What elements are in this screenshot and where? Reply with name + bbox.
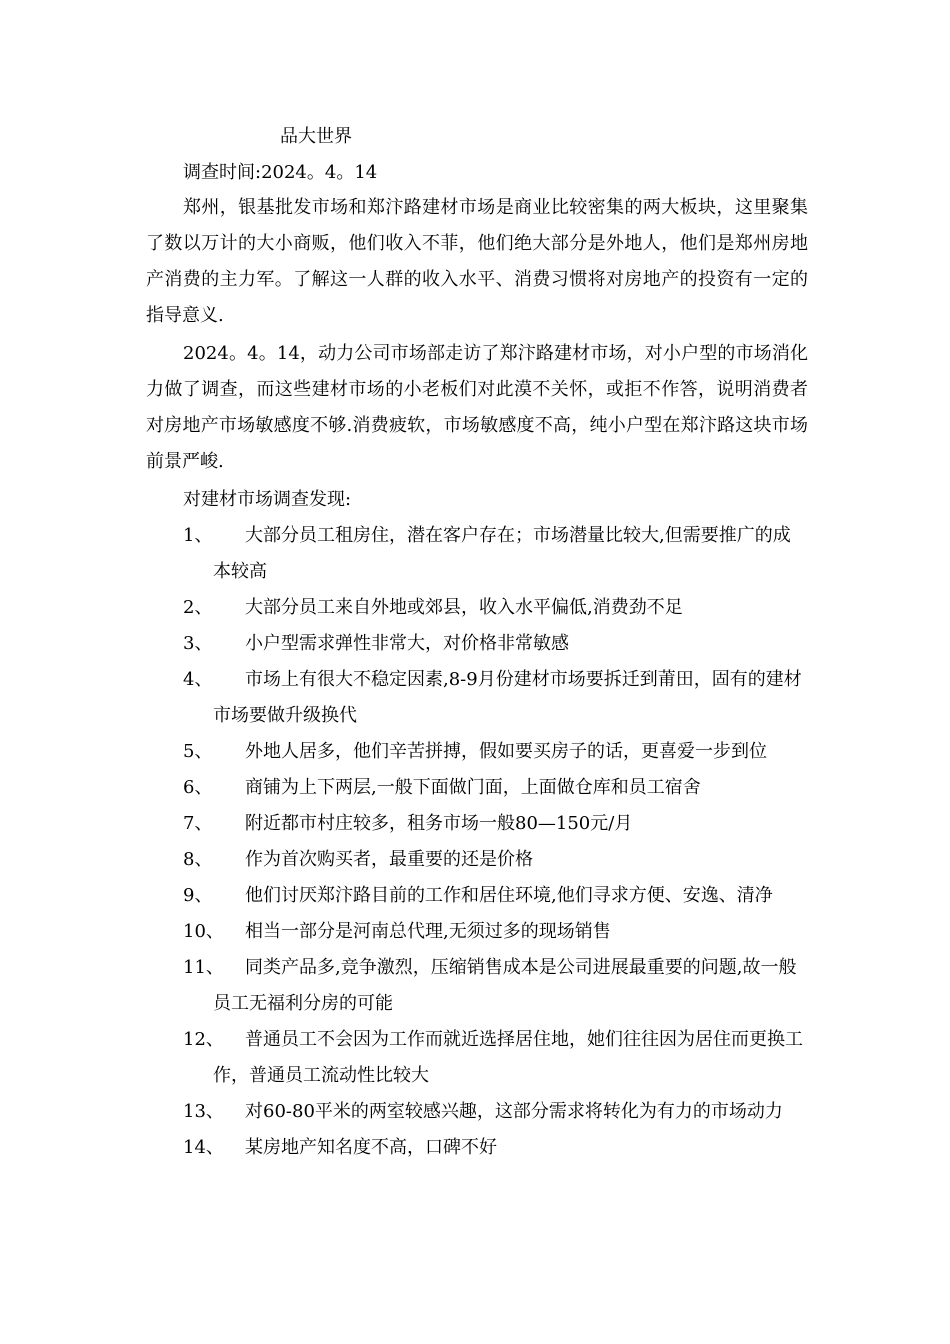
list-item-number: 12、 bbox=[183, 1029, 224, 1050]
list-item bbox=[183, 1094, 808, 1130]
list-item-text: 某房地产知名度不高，口碑不好 bbox=[245, 1137, 497, 1158]
list-item-number: 6、 bbox=[183, 777, 213, 798]
list-item-text: 大部分员工来自外地或郊县，收入水平偏低,消费劲不足 bbox=[245, 597, 683, 618]
list-item bbox=[183, 1130, 808, 1166]
list-item bbox=[183, 662, 808, 734]
list-item-text: 作为首次购买者，最重要的还是价格 bbox=[245, 849, 533, 870]
list-item-number: 11、 bbox=[183, 957, 224, 978]
list-item bbox=[183, 878, 808, 914]
list-item bbox=[183, 1022, 808, 1094]
list-item bbox=[183, 914, 808, 950]
list-item-number: 2、 bbox=[183, 597, 213, 618]
list-item-text: 小户型需求弹性非常大，对价格非常敏感 bbox=[245, 633, 569, 654]
list-item-number: 14、 bbox=[183, 1137, 224, 1158]
list-item bbox=[183, 770, 808, 806]
list-item-number: 10、 bbox=[183, 921, 224, 942]
list-item-text: 他们讨厌郑汴路目前的工作和居住环境,他们寻求方便、安逸、清净 bbox=[245, 885, 773, 906]
survey-date: 调查时间:2024。4。14 bbox=[183, 162, 378, 183]
list-item-number: 8、 bbox=[183, 849, 213, 870]
list-item-text: 商铺为上下两层,一般下面做门面，上面做仓库和员工宿舍 bbox=[245, 777, 701, 798]
list-item-number: 7、 bbox=[183, 813, 213, 834]
list-item-number: 1、 bbox=[183, 525, 213, 546]
list-item bbox=[183, 626, 808, 662]
document-title: 品大世界 bbox=[280, 126, 352, 147]
list-item-number: 3、 bbox=[183, 633, 213, 654]
list-item bbox=[183, 950, 808, 1022]
list-item-text: 普通员工不会因为工作而就近选择居住地，她们往往因为居住而更换工作，普通员工流动性比较大 bbox=[213, 1029, 803, 1086]
list-item bbox=[183, 734, 808, 770]
list-item-text: 外地人居多，他们辛苦拼搏，假如要买房子的话，更喜爱一步到位 bbox=[245, 741, 767, 762]
list-item-text: 对60-80平米的两室较感兴趣，这部分需求将转化为有力的市场动力 bbox=[245, 1101, 783, 1122]
list-item-text: 同类产品多,竞争激烈，压缩销售成本是公司进展最重要的问题,故一般员工无福利分房的可能 bbox=[213, 957, 797, 1014]
findings-list bbox=[183, 518, 808, 1166]
list-item-number: 13、 bbox=[183, 1101, 224, 1122]
list-item-text: 附近都市村庄较多，租务市场一般80—150元/月 bbox=[245, 813, 633, 834]
list-item bbox=[183, 518, 808, 590]
paragraph: 郑州，银基批发市场和郑汴路建材市场是商业比较密集的两大板块，这里聚集了数以万计的大小商贩，他们收入不菲，他们绝大部分是外地人，他们是郑州房地产消费的主力军。了解这一人群的收入水平、消费习惯将对房地产的投资有一定的指导意义. bbox=[146, 197, 808, 326]
list-item bbox=[183, 590, 808, 626]
list-item bbox=[183, 842, 808, 878]
list-item-text: 大部分员工租房住，潜在客户存在；市场潜量比较大,但需要推广的成本较高 bbox=[213, 525, 791, 582]
list-item bbox=[183, 806, 808, 842]
paragraph: 2024。4。14，动力公司市场部走访了郑汴路建材市场，对小户型的市场消化力做了调查，而这些建材市场的小老板们对此漠不关怀，或拒不作答，说明消费者对房地产市场敏感度不够.消费疲软，市场敏感度不高，纯小户型在郑汴路这块市场前景严峻. bbox=[146, 343, 808, 472]
list-item-number: 4、 bbox=[183, 669, 213, 690]
list-item-number: 5、 bbox=[183, 741, 213, 762]
list-item-text: 相当一部分是河南总代理,无须过多的现场销售 bbox=[245, 921, 611, 942]
list-item-number: 9、 bbox=[183, 885, 213, 906]
list-item-text: 市场上有很大不稳定因素,8-9月份建材市场要拆迁到莆田，固有的建材市场要做升级换代 bbox=[213, 669, 802, 726]
findings-intro: 对建材市场调查发现: bbox=[183, 489, 352, 510]
